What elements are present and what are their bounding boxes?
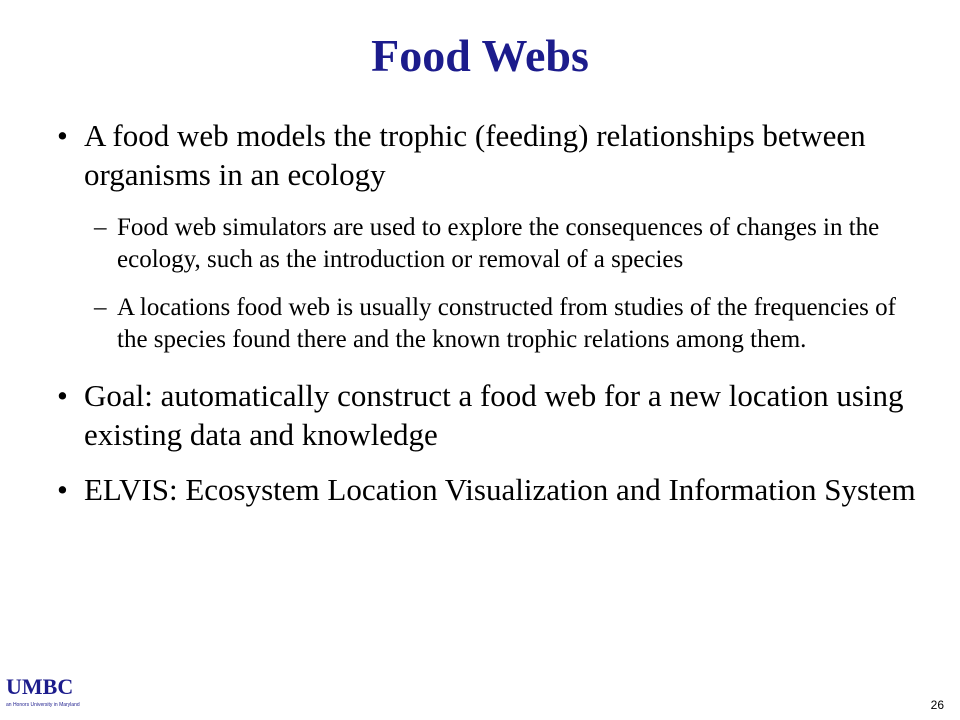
bullet-list	[0, 116, 960, 509]
bullet-text: ELVIS: Ecosystem Location Visualization and Information System	[84, 472, 916, 507]
sub-bullet-text: A locations food web is usually constructed from studies of the frequencies of the species found there and the known trophic relations among them.	[117, 294, 896, 353]
slide-title: Food Webs	[371, 30, 589, 81]
bullet-item	[57, 470, 920, 509]
logo-wordmark: UMBC	[6, 674, 74, 699]
bullet-marker: •	[57, 118, 68, 153]
bullet-text: A food web models the trophic (feeding) relationships between organisms in an ecology	[84, 118, 866, 192]
bullet-marker: •	[57, 472, 68, 507]
bullet-marker: •	[57, 378, 68, 413]
sub-bullet-item	[94, 212, 917, 276]
bullet-item	[57, 376, 920, 454]
bullet-item	[57, 116, 920, 194]
sub-bullet-item	[94, 292, 917, 356]
page-number: 26	[930, 698, 944, 712]
bullet-text: Goal: automatically construct a food web for a new location using existing data and knowledge	[84, 378, 904, 452]
sub-bullet-marker: –	[94, 294, 107, 321]
sub-bullet-marker: –	[94, 214, 107, 241]
sub-bullet-text: Food web simulators are used to explore the consequences of changes in the ecology, such as the introduction or removal of a species	[117, 214, 880, 273]
logo-tagline: an Honors University in Maryland	[6, 702, 80, 708]
umbc-logo	[6, 676, 96, 709]
